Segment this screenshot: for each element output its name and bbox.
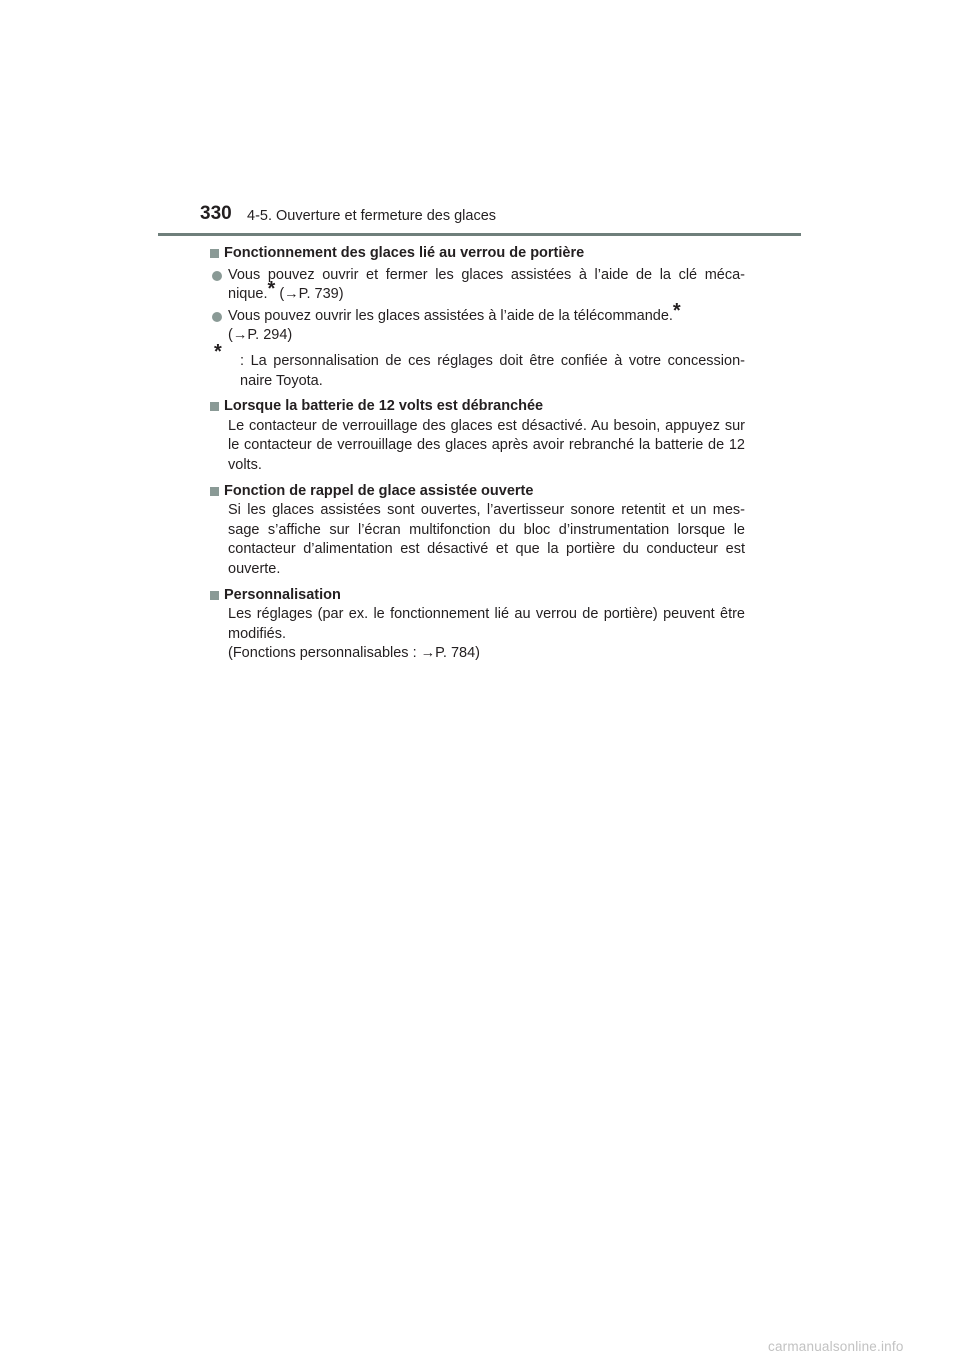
section-title: Fonctionnement des glaces lié au verrou de portière	[224, 245, 585, 261]
square-bullet-icon	[210, 591, 219, 600]
section-title: Fonction de rappel de glace assistée ouverte	[224, 482, 534, 499]
square-bullet-icon	[210, 249, 219, 258]
watermark: carmanualsonline.info	[768, 1339, 904, 1354]
section-battery-disconnected	[210, 397, 745, 475]
bullet-text: Vous pouvez ouvrir les glaces assistées à l’aide de la télécommande.	[228, 307, 673, 324]
page-reference-link[interactable]: (→P. 739)	[275, 286, 344, 303]
section-customization	[210, 586, 745, 664]
section-title: Lorsque la batterie de 12 volts est débranchée	[224, 398, 544, 415]
square-bullet-icon	[210, 487, 219, 496]
bullet-item	[210, 299, 745, 346]
page-reference-link[interactable]: (Fonctions personnalisables : →P. 784)	[228, 645, 481, 662]
bullet-item	[210, 266, 745, 305]
header-divider	[158, 233, 801, 236]
chapter-title: 4-5. Ouverture et fermeture des glaces	[247, 208, 497, 224]
bullet-text: Vous pouvez ouvrir et fermer les glaces assistées à l’aide de la clé méca-nique.	[228, 266, 745, 303]
section-window-lock-operation	[210, 244, 745, 391]
page-reference-link[interactable]: (→P. 294)	[228, 327, 293, 344]
page-content	[210, 244, 745, 670]
section-body: Le contacteur de verrouillage des glaces est désactivé. Au besoin, appuyez sur le contacteur de verrouillage des glaces après avoir rebranché la batterie de 12 volts.	[228, 417, 745, 473]
section-heading	[210, 586, 745, 606]
asterisk-icon: *	[672, 299, 681, 322]
section-body: Les réglages (par ex. le fonctionnement lié au verrou de portière) peuvent être modifiés.	[228, 606, 745, 642]
footnote: * : La personnalisation de ces réglages doit être confiée à votre concession-naire Toyota.	[214, 340, 745, 389]
section-heading	[210, 482, 745, 502]
page-header	[0, 0, 960, 240]
asterisk-icon: *	[267, 278, 276, 301]
square-bullet-icon	[210, 402, 219, 411]
section-heading	[210, 244, 745, 264]
section-title: Personnalisation	[224, 586, 341, 603]
page-number: 330	[200, 203, 232, 224]
section-body: Si les glaces assistées sont ouvertes, l’avertisseur sonore retentit et un mes-sage s’affiche sur l’écran multifonction du bloc d’instrumentation lorsque le contacteur d’alimentation est désactivé et que la portière du conducteur est ouverte.	[228, 502, 745, 577]
section-heading	[210, 397, 745, 417]
round-bullet-icon	[212, 312, 222, 322]
section-open-window-reminder	[210, 482, 745, 580]
round-bullet-icon	[212, 271, 222, 281]
footnote-text: : La personnalisation de ces réglages doit être confiée à votre concession-naire Toyota.	[240, 352, 745, 389]
